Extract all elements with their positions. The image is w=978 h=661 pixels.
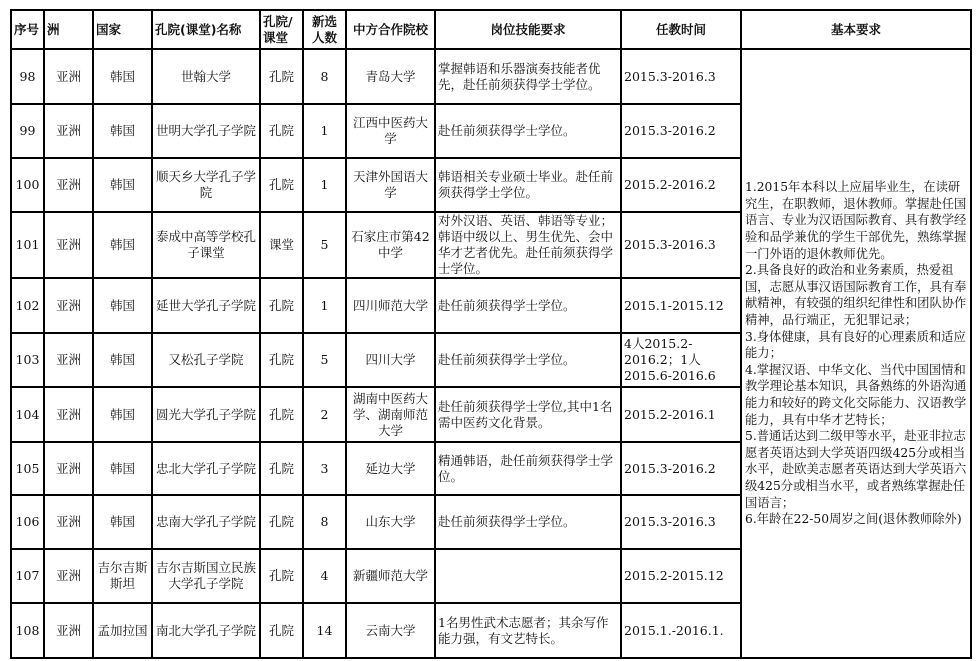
- institute-type: 孔院: [260, 442, 303, 495]
- partner-school: 山东大学: [346, 495, 435, 549]
- new-count: 5: [303, 212, 346, 278]
- skill-requirements: 精通韩语，赴任前须获得学士学位。: [435, 442, 621, 495]
- row-number: 106: [11, 495, 44, 549]
- header-basic-requirements: 基本要求: [741, 10, 971, 49]
- institute-type: 孔院: [260, 333, 303, 387]
- country: 韩国: [93, 387, 152, 442]
- partner-school: 新疆师范大学: [346, 549, 435, 603]
- header-institute-name: 孔院(课堂)名称: [152, 10, 260, 49]
- new-count: 8: [303, 495, 346, 549]
- partner-school: 四川大学: [346, 333, 435, 387]
- new-count: 1: [303, 278, 346, 333]
- header-row: [11, 10, 971, 49]
- continent: 亚洲: [44, 549, 93, 603]
- institute-type: 孔院: [260, 278, 303, 333]
- new-count: 3: [303, 442, 346, 495]
- country: 孟加拉国: [93, 603, 152, 658]
- term-period: 2015.3-2016.2: [621, 442, 741, 495]
- institute-type: 孔院: [260, 495, 303, 549]
- skill-requirements: 赴任前须获得学士学位。: [435, 495, 621, 549]
- skill-requirements: 掌握韩语和乐器演奏技能者优先，赴任前须获得学士学位。: [435, 49, 621, 104]
- new-count: 2: [303, 387, 346, 442]
- partner-school: 云南大学: [346, 603, 435, 658]
- partner-school: 延边大学: [346, 442, 435, 495]
- header-partner: 中方合作院校: [346, 10, 435, 49]
- country: 韩国: [93, 495, 152, 549]
- row-number: 99: [11, 104, 44, 158]
- continent: 亚洲: [44, 278, 93, 333]
- row-number: 98: [11, 49, 44, 104]
- skill-requirements: 韩语相关专业硕士毕业。赴任前须获得学士学位。: [435, 158, 621, 212]
- term-period: 2015.3-2016.2: [621, 104, 741, 158]
- continent: 亚洲: [44, 387, 93, 442]
- header-skills: 岗位技能要求: [435, 10, 621, 49]
- institute-name: 吉尔吉斯国立民族大学孔子学院: [152, 549, 260, 603]
- table-row: [11, 49, 971, 104]
- institute-type: 孔院: [260, 158, 303, 212]
- skill-requirements: [435, 549, 621, 603]
- continent: 亚洲: [44, 104, 93, 158]
- institute-type: 孔院: [260, 603, 303, 658]
- continent: 亚洲: [44, 158, 93, 212]
- continent: 亚洲: [44, 333, 93, 387]
- country: 吉尔吉斯斯坦: [93, 549, 152, 603]
- institute-type: 孔院: [260, 549, 303, 603]
- country: 韩国: [93, 158, 152, 212]
- row-number: 104: [11, 387, 44, 442]
- row-number: 103: [11, 333, 44, 387]
- institute-name: 南北大学孔子学院: [152, 603, 260, 658]
- continent: 亚洲: [44, 442, 93, 495]
- new-count: 1: [303, 158, 346, 212]
- partner-school: 湖南中医药大学、湖南师范大学: [346, 387, 435, 442]
- skill-requirements: 赴任前须获得学士学位。: [435, 104, 621, 158]
- country: 韩国: [93, 442, 152, 495]
- new-count: 14: [303, 603, 346, 658]
- institute-name: 又松孔子学院: [152, 333, 260, 387]
- institute-name: 世明大学孔子学院: [152, 104, 260, 158]
- continent: 亚洲: [44, 212, 93, 278]
- term-period: 4人2015.2-2016.2；1人2015.6-2016.6: [621, 333, 741, 387]
- institute-type: 孔院: [260, 387, 303, 442]
- new-count: 1: [303, 104, 346, 158]
- institute-type: 课堂: [260, 212, 303, 278]
- term-period: 2015.2-2016.1: [621, 387, 741, 442]
- institute-type: 孔院: [260, 104, 303, 158]
- country: 韩国: [93, 104, 152, 158]
- country: 韩国: [93, 212, 152, 278]
- term-period: 2015.3-2016.3: [621, 495, 741, 549]
- institute-name: 世翰大学: [152, 49, 260, 104]
- skill-requirements: 1名男性武术志愿者；其余写作能力强，有文艺特长。: [435, 603, 621, 658]
- term-period: 2015.1.-2016.1.: [621, 603, 741, 658]
- new-count: 4: [303, 549, 346, 603]
- country: 韩国: [93, 49, 152, 104]
- continent: 亚洲: [44, 495, 93, 549]
- row-number: 102: [11, 278, 44, 333]
- skill-requirements: 对外汉语、英语、韩语等专业；韩语中级以上、男生优先、会中华才艺者优先。赴任前须获得学士学位。: [435, 212, 621, 278]
- new-count: 8: [303, 49, 346, 104]
- header-period: 任教时间: [621, 10, 741, 49]
- country: 韩国: [93, 333, 152, 387]
- institute-name: 顺天乡大学孔子学院: [152, 158, 260, 212]
- row-number: 108: [11, 603, 44, 658]
- skill-requirements: 赴任前须获得学士学位。: [435, 278, 621, 333]
- institute-name: 延世大学孔子学院: [152, 278, 260, 333]
- volunteer-positions-table: [10, 9, 972, 659]
- institute-name: 圆光大学孔子学院: [152, 387, 260, 442]
- header-type: 孔院/课堂: [260, 10, 303, 49]
- partner-school: 天津外国语大学: [346, 158, 435, 212]
- new-count: 5: [303, 333, 346, 387]
- partner-school: 四川师范大学: [346, 278, 435, 333]
- continent: 亚洲: [44, 49, 93, 104]
- partner-school: 石家庄市第42中学: [346, 212, 435, 278]
- term-period: 2015.3-2016.3: [621, 49, 741, 104]
- institute-name: 忠南大学孔子学院: [152, 495, 260, 549]
- term-period: 2015.2-2016.2: [621, 158, 741, 212]
- country: 韩国: [93, 278, 152, 333]
- header-continent: 洲: [44, 10, 93, 49]
- row-number: 101: [11, 212, 44, 278]
- term-period: 2015.3-2016.3: [621, 212, 741, 278]
- continent: 亚洲: [44, 603, 93, 658]
- skill-requirements: 赴任前须获得学士学位。: [435, 333, 621, 387]
- institute-name: 忠北大学孔子学院: [152, 442, 260, 495]
- partner-school: 青岛大学: [346, 49, 435, 104]
- row-number: 105: [11, 442, 44, 495]
- row-number: 100: [11, 158, 44, 212]
- institute-name: 泰成中高等学校孔子课堂: [152, 212, 260, 278]
- header-count: 新选人数: [303, 10, 346, 49]
- header-country: 国家: [93, 10, 152, 49]
- basic-requirements: 1.2015年本科以上应届毕业生，在读研究生，在职教师，退休教师。掌握赴任国语言、专业为汉语国际教育、具有教学经验和品学兼优的学生干部优先，熟练掌握一门外语的退休教师优先。 2.具备良好的政治和业务素质，热爱祖国，志愿从事汉语国际教育工作，具有奉献精神，有较强的组织纪律性和团队协作精神，品行端正，无犯罪记录； 3.身体健康，具有良好的心理素质和适应能力； 4.掌握汉语、中华文化、当代中国国情和教学理论基本知识，具备熟练的外语沟通能力和较好的跨文化交际能力、汉语教学能力，具有中华才艺特长； 5.普通话达到二级甲等水平，赴亚非拉志愿者英语达到大学英语四级425分或相当水平，赴欧美志愿者英语达到大学英语六级425分或相当水平，或者熟练掌握赴任国语言； 6.年龄在22-50周岁之间(退休教师除外): [741, 49, 971, 658]
- partner-school: 江西中医药大学: [346, 104, 435, 158]
- header-no: 序号: [11, 10, 44, 49]
- row-number: 107: [11, 549, 44, 603]
- term-period: 2015.2-2015.12: [621, 549, 741, 603]
- institute-type: 孔院: [260, 49, 303, 104]
- term-period: 2015.1-2015.12: [621, 278, 741, 333]
- skill-requirements: 赴任前须获得学士学位,其中1名需中医药文化背景。: [435, 387, 621, 442]
